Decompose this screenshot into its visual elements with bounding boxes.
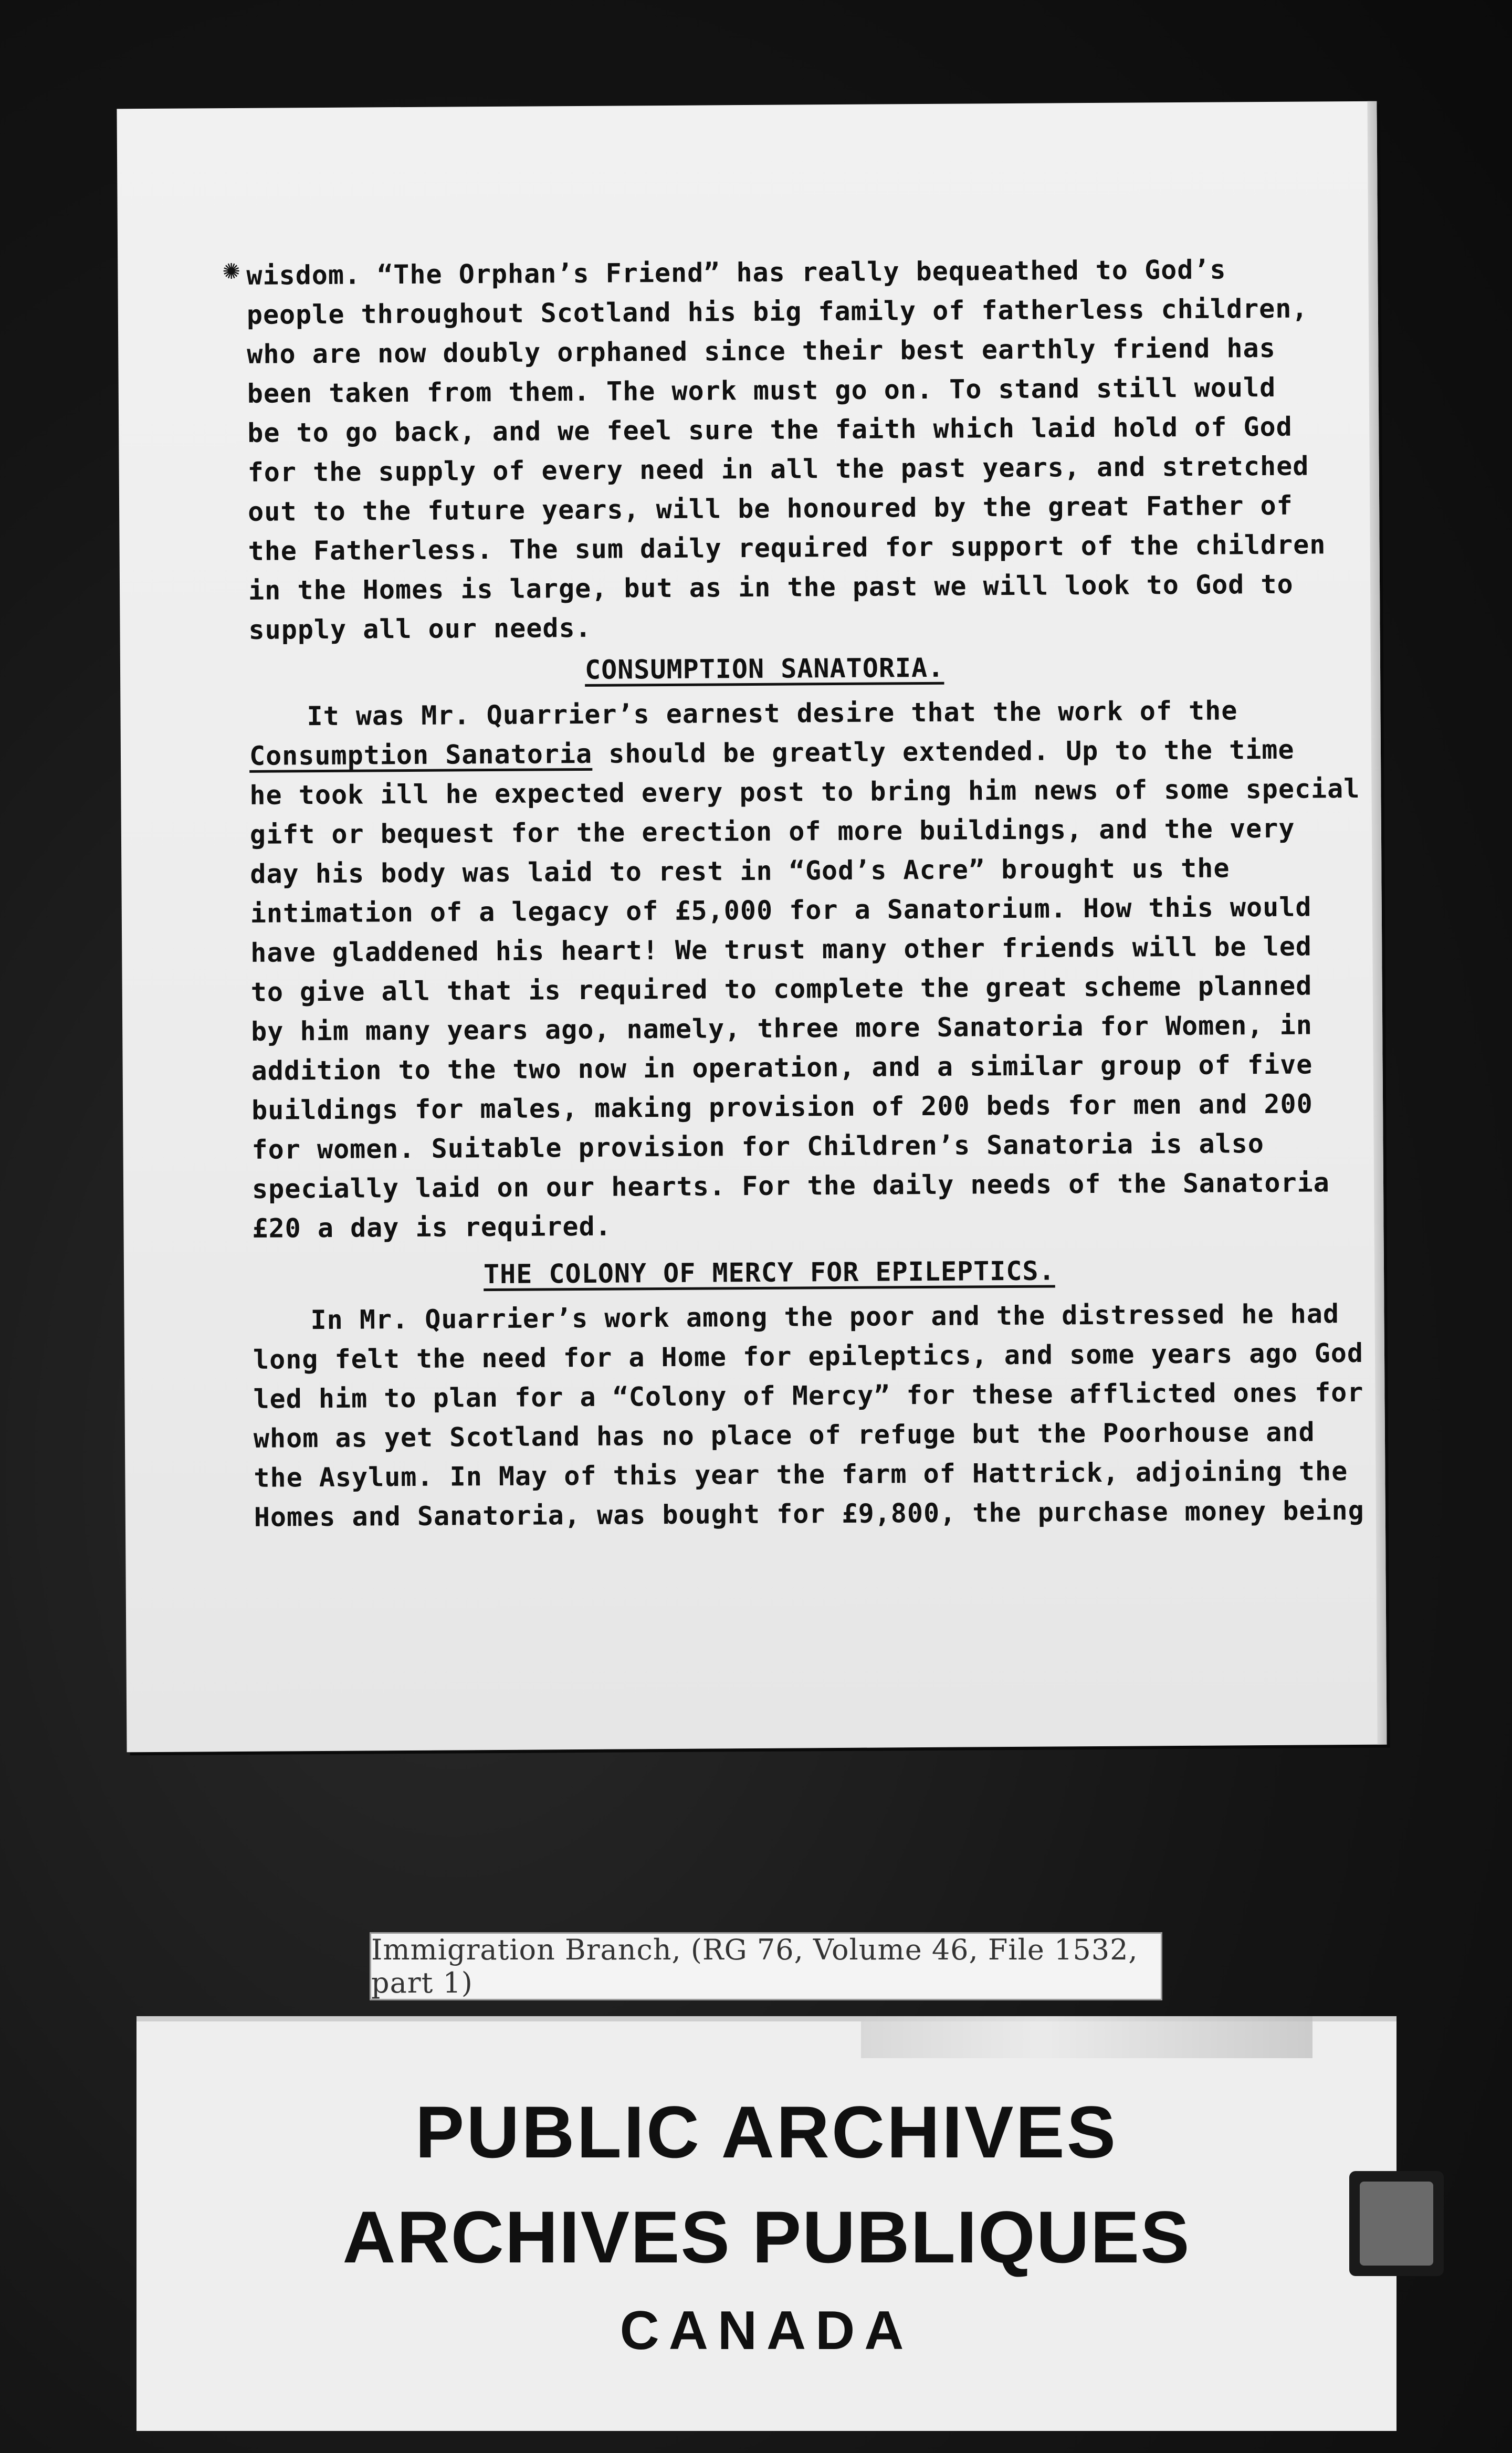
- section-heading-consumption-sanatoria: CONSUMPTION SANATORIA.: [584, 652, 944, 685]
- ink-mark: ✺: [223, 252, 240, 286]
- text-line: supply all our needs.: [248, 612, 592, 645]
- text-line: for women. Suitable provision for Children’s Sanatoria is also: [251, 1128, 1265, 1165]
- archive-title-french: ARCHIVES PUBLIQUES: [342, 2196, 1191, 2278]
- archive-country: CANADA: [620, 2300, 914, 2361]
- text-line: £20 a day is required.: [252, 1211, 612, 1244]
- text-line: led him to plan for a “Colony of Mercy” for these afflicted ones for: [253, 1377, 1364, 1414]
- underlined-phrase: Consumption Sanatoria: [249, 738, 593, 771]
- text-line: It was Mr. Quarrier’s earnest desire that the work of the: [307, 695, 1238, 732]
- section-heading-colony-of-mercy: THE COLONY OF MERCY FOR EPILEPTICS.: [483, 1255, 1055, 1290]
- text-line: gift or bequest for the erection of more buildings, and the very: [249, 813, 1295, 850]
- text-line: who are now doubly orphaned since their best earthly friend has: [247, 332, 1276, 370]
- text-line: have gladdened his heart! We trust many other friends will be led: [250, 931, 1312, 968]
- text-line: intimation of a legacy of £5,000 for a Sanatorium. How this would: [250, 892, 1312, 929]
- text-line: buildings for males, making provision of 200 beds for men and 200: [251, 1088, 1313, 1126]
- text-line: specially laid on our hearts. For the daily needs of the Sanatoria: [251, 1167, 1330, 1204]
- document-page: [117, 101, 1387, 1753]
- text-line: to give all that is required to complete the great scheme planned: [250, 970, 1312, 1008]
- text-line: he took ill he expected every post to bring him news of some special: [249, 773, 1360, 811]
- text-line: Homes and Sanatoria, was bought for £9,800, the purchase money being: [254, 1495, 1364, 1533]
- archive-stamp-card: [136, 2016, 1396, 2431]
- text-line: day his body was laid to rest in “God’s Acre” brought us the: [250, 853, 1230, 889]
- text-fragment: should be greatly extended. Up to the time: [592, 734, 1295, 769]
- text-line: addition to the two now in operation, and a similar group of five: [251, 1049, 1313, 1086]
- text-line: [249, 735, 1295, 771]
- text-line: by him many years ago, namely, three more Sanatoria for Women, in: [251, 1010, 1313, 1047]
- text-line: long felt the need for a Home for epileptics, and some years ago God: [253, 1337, 1364, 1375]
- archive-reference-label: Immigration Branch, (RG 76, Volume 46, File 1532, part 1): [370, 1932, 1162, 2000]
- text-line: the Asylum. In May of this year the farm of Hattrick, adjoining the: [254, 1456, 1348, 1493]
- text-line: for the supply of every need in all the past years, and stretched: [247, 450, 1309, 488]
- text-line: In Mr. Quarrier’s work among the poor and the distressed he had: [310, 1298, 1340, 1336]
- text-line: in the Homes is large, but as in the past we will look to God to: [248, 569, 1294, 606]
- torn-edge: [861, 2016, 1312, 2058]
- text-line: been taken from them. The work must go on. To stand still would: [247, 372, 1276, 409]
- text-line: out to the future years, will be honoured by the great Father of: [247, 490, 1293, 527]
- text-line: the Fatherless. The sum daily required for support of the children: [248, 529, 1326, 567]
- text-line: people throughout Scotland his big family of fatherless children,: [246, 293, 1308, 330]
- text-line: wisdom. “The Orphan’s Friend” has really bequeathed to God’s: [246, 254, 1226, 291]
- archive-title-english: PUBLIC ARCHIVES: [415, 2091, 1118, 2173]
- text-line: be to go back, and we feel sure the faith which laid hold of God: [247, 411, 1293, 448]
- text-line: whom as yet Scotland has no place of refuge but the Poorhouse and: [253, 1417, 1315, 1454]
